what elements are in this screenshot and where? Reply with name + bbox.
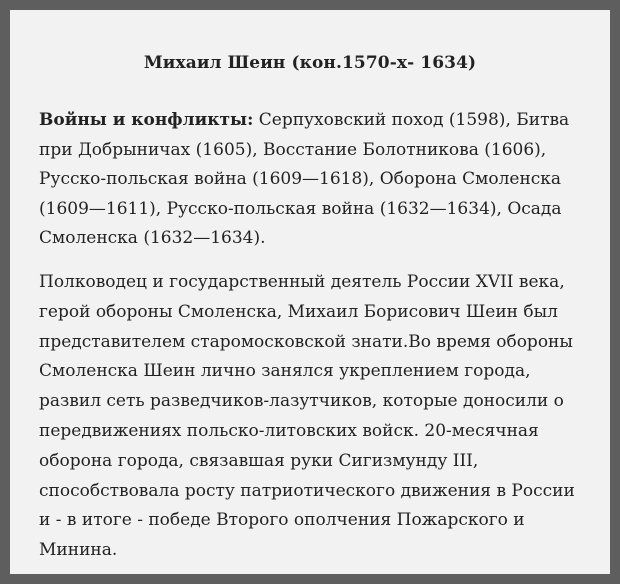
wars-paragraph [39, 106, 584, 254]
page-title: Михаил Шеин (кон.1570-х- 1634) [143, 53, 477, 73]
text-card [22, 22, 598, 566]
wars-label: Войны и конфликты: [39, 110, 254, 130]
wars-list: Серпуховский поход (1598), Битва при Добрыничах (1605), Восстание Болотникова (1606), Русско-польская война (1609—1618), Оборона Смоленска (1609—1611), Русско-польская война (1632—1634), Осада Смоленска (1632—1634). [39, 110, 570, 249]
biography-paragraph: Полководец и государственный деятель России XVII века, герой обороны Смоленска, Михаил Борисович Шеин был представителем старомосковской знати.Во время обороны Смоленска Шеин лично занялся укреплением города, развил сеть разведчиков-лазутчиков, которые доносили о передвижениях польско-литовских войск. 20-месячная оборона города, связавшая руки Сигизмунду III, способствовала росту патриотического движения в России и - в итоге - победе Второго ополчения Пожарского и Минина. [39, 272, 575, 561]
